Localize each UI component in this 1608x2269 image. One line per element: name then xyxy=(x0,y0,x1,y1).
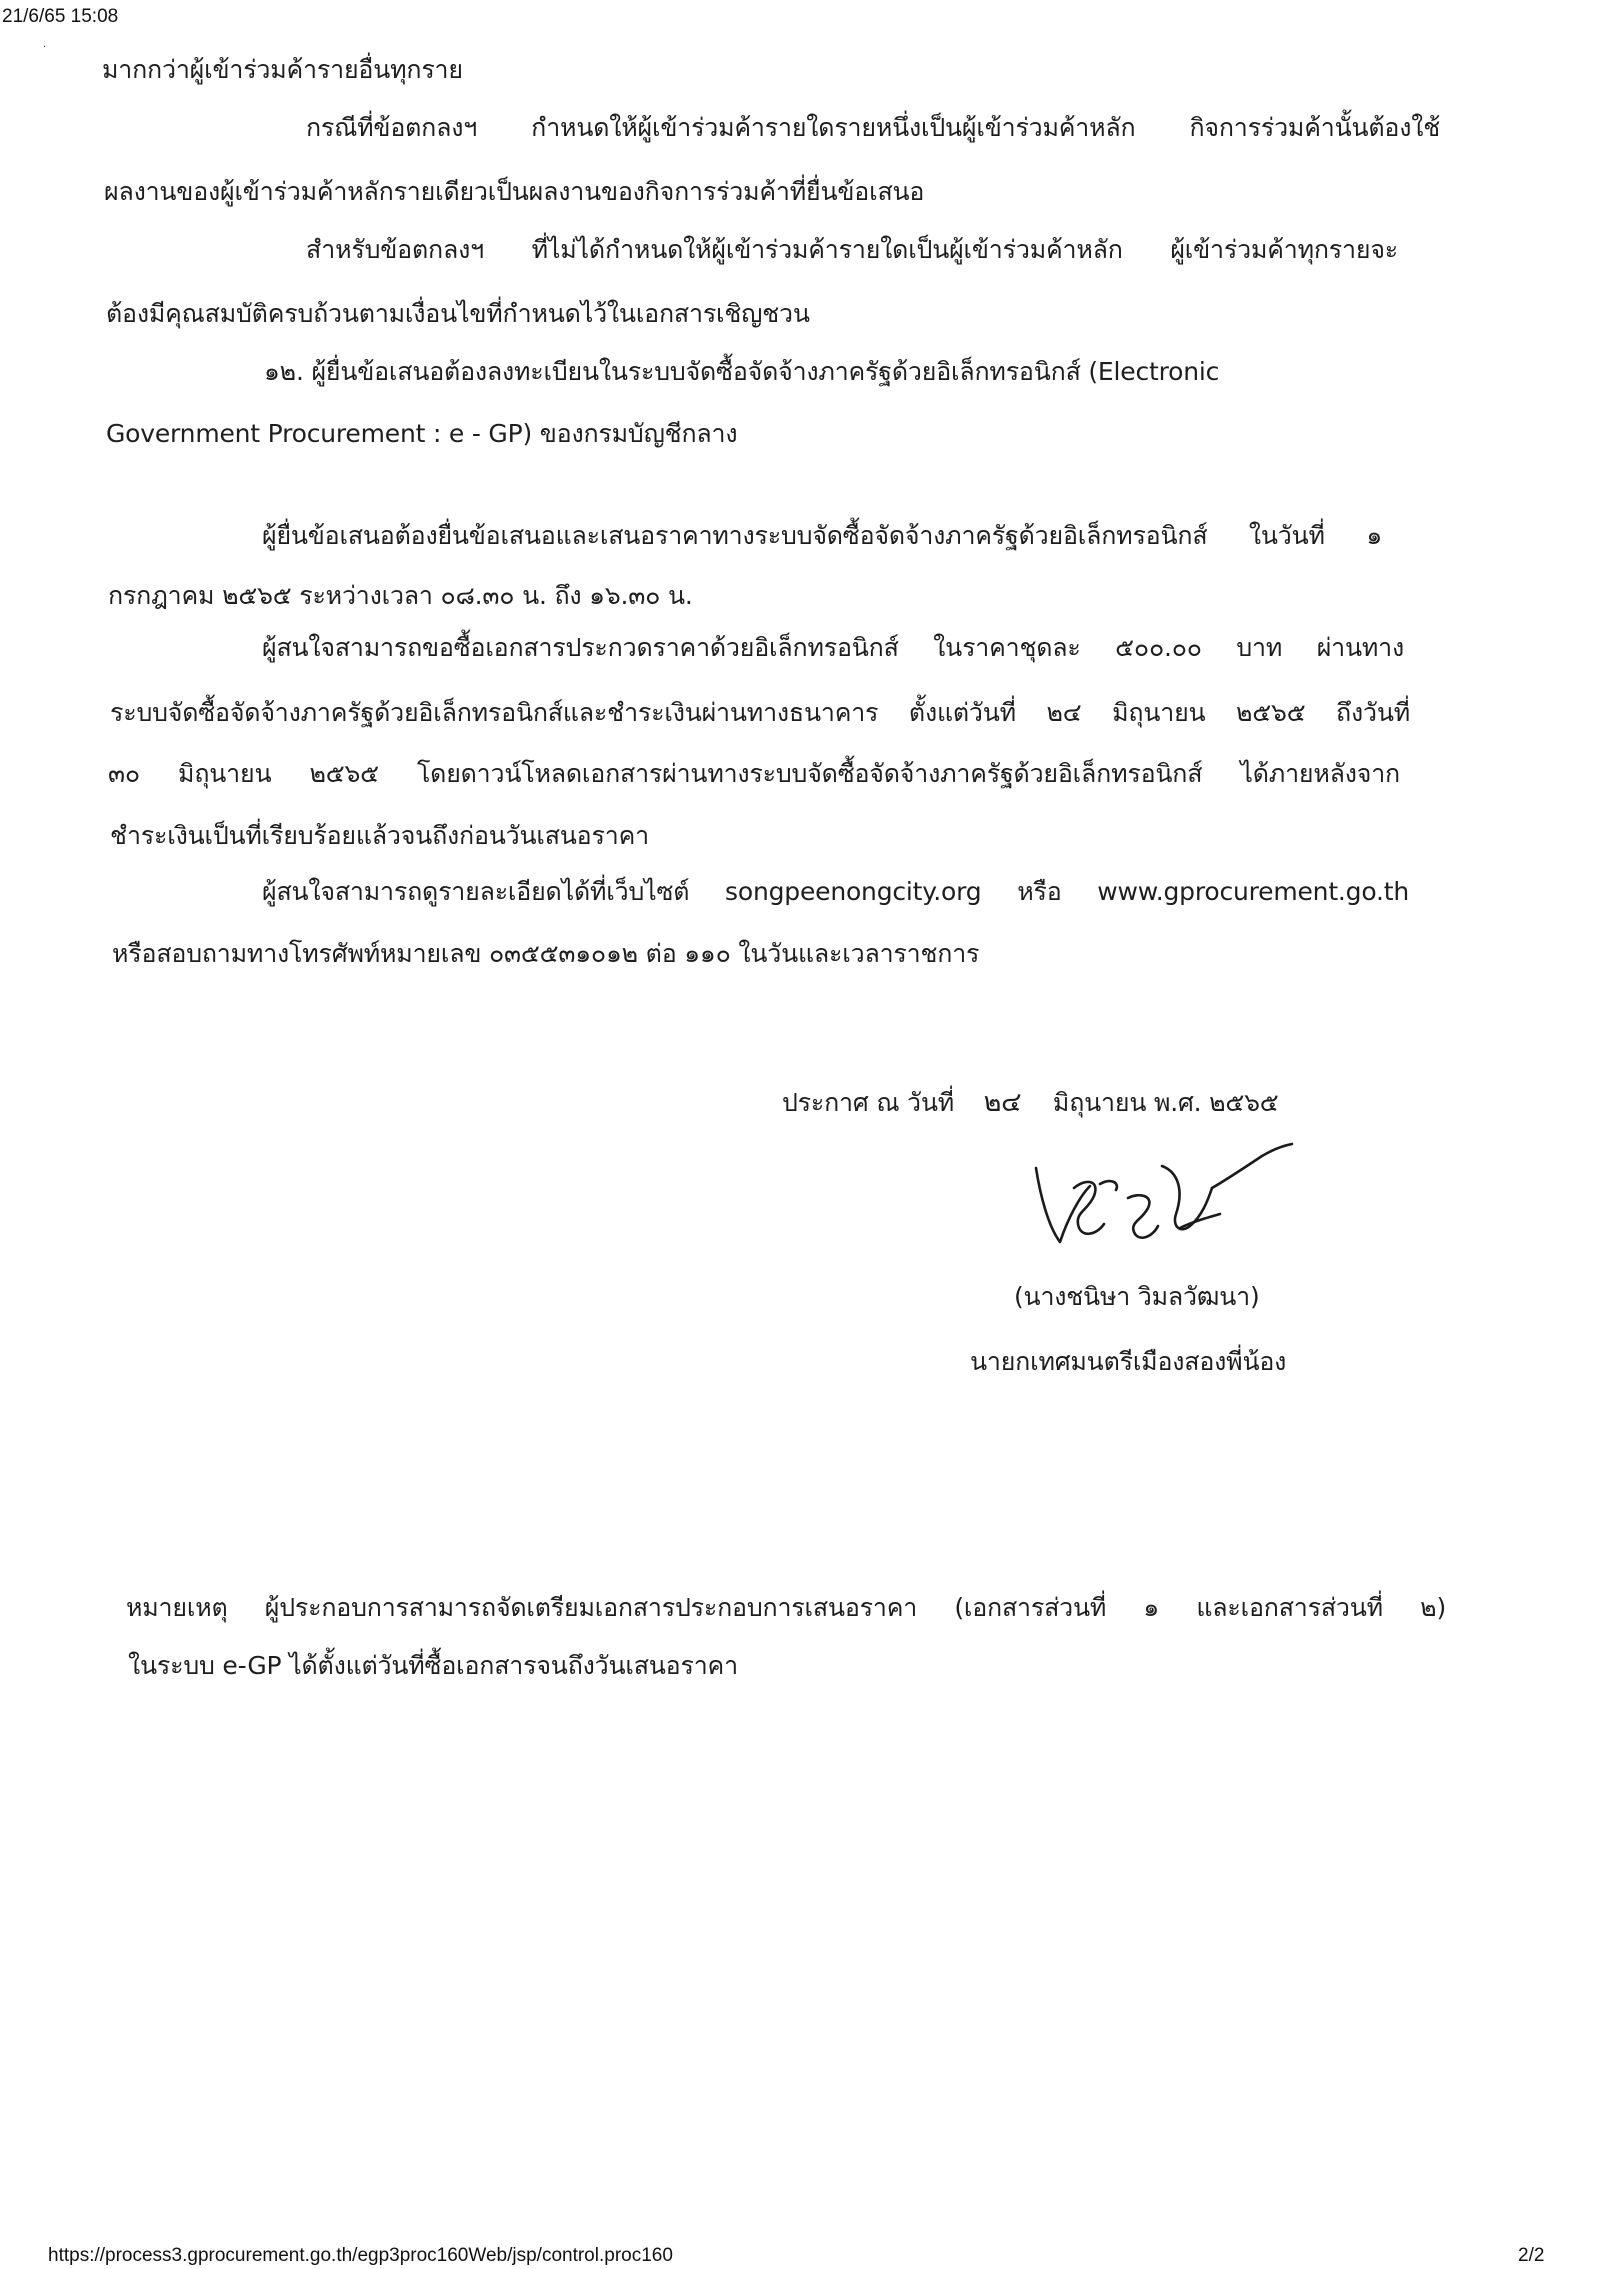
announce-prefix: ประกาศ ณ วันที่ xyxy=(782,1088,955,1117)
body-line-14: ผู้สนใจสามารถดูรายละเอียดได้ที่เว็บไซต์ songpeenongcity.org หรือ www.gprocurement.go.th xyxy=(262,877,1409,906)
body-line-10: ผู้สนใจสามารถขอซื้อเอกสารประกวดราคาด้วยอิเล็กทรอนิกส์ ในราคาชุดละ ๕๐๐.๐๐ บาท ผ่านทาง xyxy=(262,633,1404,662)
print-datetime: 21/6/65 15:08 xyxy=(2,6,119,27)
body-line-8: ผู้ยื่นข้อเสนอต้องยื่นข้อเสนอและเสนอราคาทางระบบจัดซื้อจัดจ้างภาครัฐด้วยอิเล็กทรอนิกส์ ในวันที่ ๑ xyxy=(262,521,1382,550)
handwritten-signature xyxy=(1030,1138,1300,1248)
body-line-9: กรกฎาคม ๒๕๖๕ ระหว่างเวลา ๐๘.๓๐ น. ถึง ๑๖.๓๐ น. xyxy=(108,581,693,610)
body-line-13: ชำระเงินเป็นที่เรียบร้อยแล้วจนถึงก่อนวันเสนอราคา xyxy=(110,821,649,850)
signer-name: (นางชนิษา วิมลวัฒนา) xyxy=(1014,1282,1260,1311)
body-line-11: ระบบจัดซื้อจัดจ้างภาครัฐด้วยอิเล็กทรอนิกส์และชำระเงินผ่านทางธนาคาร ตั้งแต่วันที่ ๒๔ มิถุนายน ๒๕๖๕ ถึงวันที่ xyxy=(110,698,1410,727)
scan-speck: · xyxy=(43,42,47,53)
announce-line xyxy=(782,1085,1279,1121)
body-line-15: หรือสอบถามทางโทรศัพท์หมายเลข ๐๓๕๕๓๑๐๑๒ ต่อ ๑๑๐ ในวันและเวลาราชการ xyxy=(112,939,980,968)
body-line-1: มากกว่าผู้เข้าร่วมค้ารายอื่นทุกราย xyxy=(102,55,463,84)
body-line-5: ต้องมีคุณสมบัติครบถ้วนตามเงื่อนไขที่กำหนดไว้ในเอกสารเชิญชวน xyxy=(106,299,810,328)
body-line-7: Government Procurement : e - GP) ของกรมบัญชีกลาง xyxy=(106,419,738,448)
note-line-1: หมายเหตุ ผู้ประกอบการสามารถจัดเตรียมเอกสารประกอบการเสนอราคา (เอกสารส่วนที่ ๑ และเอกสารส่วนที่ ๒) xyxy=(126,1593,1446,1622)
footer-page-number: 2/2 xyxy=(1518,2245,1545,2266)
signer-title: นายกเทศมนตรีเมืองสองพี่น้อง xyxy=(970,1347,1287,1376)
body-line-12: ๓๐ มิถุนายน ๒๕๖๕ โดยดาวน์โหลดเอกสารผ่านทางระบบจัดซื้อจัดจ้างภาครัฐด้วยอิเล็กทรอนิกส์ ได้ภายหลังจาก xyxy=(108,759,1400,788)
footer-url: https://process3.gprocurement.go.th/egp3proc160Web/jsp/control.proc160 xyxy=(48,2245,673,2266)
announce-day: ๒๔ xyxy=(983,1087,1022,1118)
body-line-2: กรณีที่ข้อตกลงฯ กำหนดให้ผู้เข้าร่วมค้ารายใดรายหนึ่งเป็นผู้เข้าร่วมค้าหลัก กิจการร่วมค้านั้นต้องใช้ xyxy=(306,113,1440,142)
body-line-3: ผลงานของผู้เข้าร่วมค้าหลักรายเดียวเป็นผลงานของกิจการร่วมค้าที่ยื่นข้อเสนอ xyxy=(104,177,925,206)
announce-month-year: มิถุนายน พ.ศ. ๒๕๖๕ xyxy=(1052,1088,1279,1117)
body-line-4: สำหรับข้อตกลงฯ ที่ไม่ได้กำหนดให้ผู้เข้าร่วมค้ารายใดเป็นผู้เข้าร่วมค้าหลัก ผู้เข้าร่วมค้าทุกรายจะ xyxy=(306,235,1398,264)
note-line-2: ในระบบ e-GP ได้ตั้งแต่วันที่ซื้อเอกสารจนถึงวันเสนอราคา xyxy=(128,1651,738,1680)
body-line-6: ๑๒. ผู้ยื่นข้อเสนอต้องลงทะเบียนในระบบจัดซื้อจัดจ้างภาครัฐด้วยอิเล็กทรอนิกส์ (Electronic xyxy=(264,357,1220,386)
